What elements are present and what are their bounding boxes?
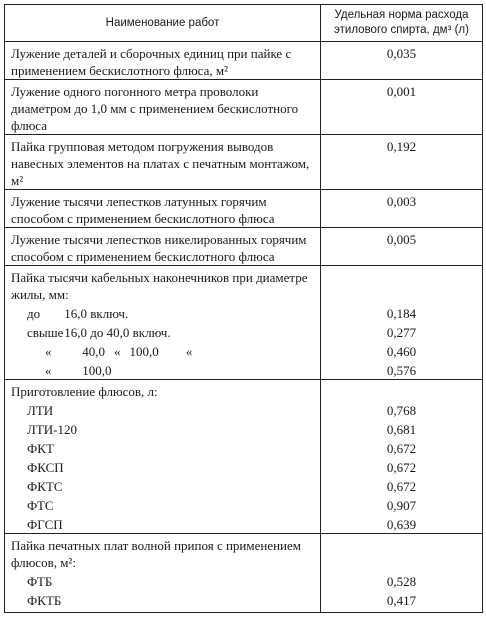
header-norm: Удельная норма расхода этилового спирта, дм³ (л) <box>321 5 483 42</box>
flux-name: ФКТС <box>5 476 321 495</box>
table-row <box>5 360 483 380</box>
table-row <box>5 457 483 476</box>
table-row <box>5 514 483 534</box>
flux-name: ФТБ <box>5 571 321 590</box>
flux-name: ФТС <box>5 495 321 514</box>
row-value: 0,576 <box>321 360 483 380</box>
table-row <box>5 400 483 419</box>
row-text: Лужение тысячи лепестков латунных горячим способом с применением бескислотного флюса <box>5 190 321 228</box>
table-row <box>5 438 483 457</box>
table-row <box>5 476 483 495</box>
row-value: 0,277 <box>321 322 483 341</box>
row-value: 0,035 <box>321 42 483 80</box>
wave-title: Пайка печатных плат волной припоя с применением флюсов, м²: <box>5 534 321 572</box>
table-row <box>5 135 483 190</box>
row-text: Лужение деталей и сборочных единиц при пайке с применением бескислотного флюса, м² <box>5 42 321 80</box>
row-value: 0,672 <box>321 457 483 476</box>
flux-name: ЛТИ <box>5 400 321 419</box>
row-text: Лужение тысячи лепестков никелированных горячим способом с применением бескислотного флюса <box>5 228 321 266</box>
row-value: 0,672 <box>321 476 483 495</box>
flux-prep-title: Приготовление флюсов, л: <box>5 380 321 401</box>
row-value: 0,003 <box>321 190 483 228</box>
flux-name: ЛТИ-120 <box>5 419 321 438</box>
range-from: 40,0 <box>82 344 105 359</box>
flux-name: ФКТБ <box>5 590 321 613</box>
table-header <box>5 5 483 42</box>
norms-table <box>4 4 483 613</box>
range-prefix: « <box>45 344 52 359</box>
range-from: 16,0 включ. <box>64 306 129 321</box>
group-title-row <box>5 534 483 572</box>
range-from: 16,0 <box>64 325 87 340</box>
table-row <box>5 80 483 135</box>
row-text: Лужение одного погонного метра проволоки диаметром до 1,0 мм с применением бескислотного флюса <box>5 80 321 135</box>
row-value: 0,001 <box>321 80 483 135</box>
table-row <box>5 190 483 228</box>
range-mid: « <box>114 344 121 359</box>
row-value: 0,528 <box>321 571 483 590</box>
table-row <box>5 571 483 590</box>
flux-name: ФГСП <box>5 514 321 534</box>
header-work: Наименование работ <box>5 5 321 42</box>
row-value: 0,192 <box>321 135 483 190</box>
range-suffix: « <box>185 344 193 359</box>
row-value: 0,768 <box>321 400 483 419</box>
group-title-row <box>5 380 483 401</box>
range-to: 40,0 включ. <box>106 325 171 340</box>
range-prefix: свыше <box>27 325 64 340</box>
table-row <box>5 341 483 360</box>
row-value: 0,907 <box>321 495 483 514</box>
table-row <box>5 419 483 438</box>
range-mid: до <box>90 325 104 340</box>
table-row <box>5 322 483 341</box>
row-value: 0,184 <box>321 303 483 322</box>
flux-name: ФКСП <box>5 457 321 476</box>
row-value: 0,681 <box>321 419 483 438</box>
table-row <box>5 590 483 613</box>
row-value: 0,417 <box>321 590 483 613</box>
range-to: 100,0 <box>129 344 159 359</box>
cable-title: Пайка тысячи кабельных наконечников при диаметре жилы, мм: <box>5 266 321 304</box>
range-prefix: до <box>27 306 41 321</box>
row-value: 0,460 <box>321 341 483 360</box>
row-value: 0,005 <box>321 228 483 266</box>
row-value: 0,672 <box>321 438 483 457</box>
range-prefix: « <box>45 363 52 378</box>
row-text: Пайка групповая методом погружения выводов навесных элементов на платах с печатным монтажом, м² <box>5 135 321 190</box>
flux-name: ФКТ <box>5 438 321 457</box>
group-title-row <box>5 266 483 304</box>
range-from: 100,0 <box>82 363 112 378</box>
table-row <box>5 495 483 514</box>
table-row <box>5 228 483 266</box>
table-row <box>5 42 483 80</box>
row-value: 0,639 <box>321 514 483 534</box>
table-row <box>5 303 483 322</box>
